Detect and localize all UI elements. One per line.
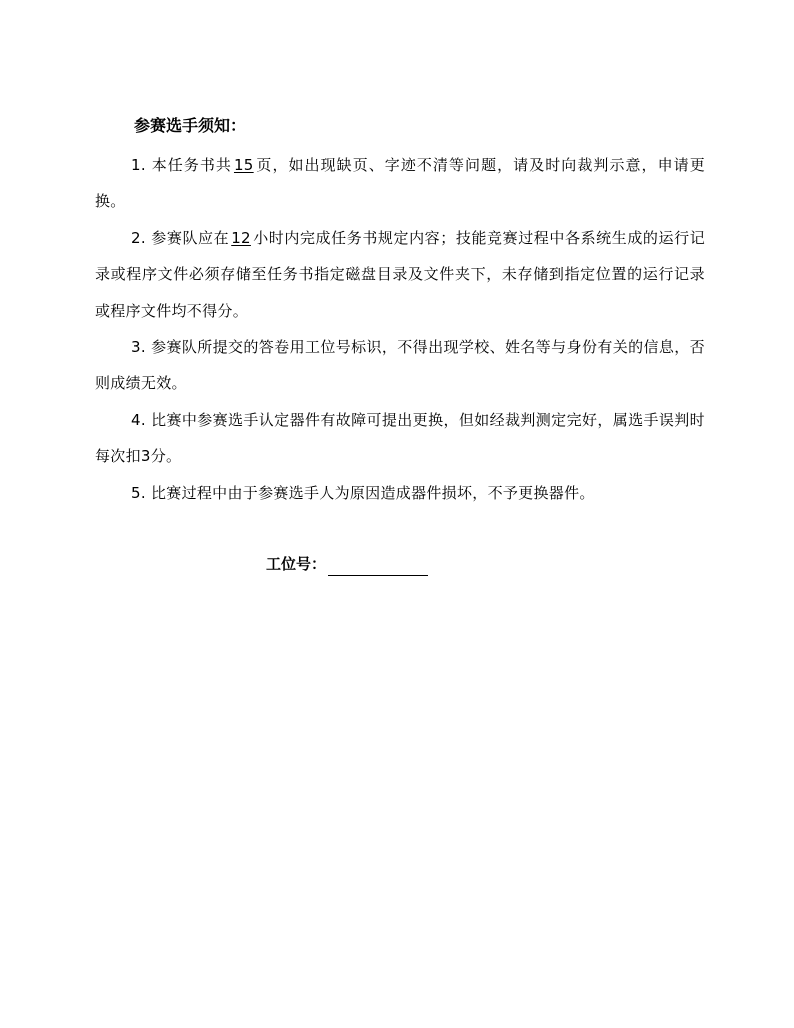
- notice-list: [95, 147, 705, 511]
- notice-item-4: 4. 比赛中参赛选手认定器件有故障可提出更换，但如经裁判测定完好，属选手误判时每次扣3分。: [95, 410, 705, 466]
- hours-value: 12: [231, 228, 251, 247]
- station-number-label: 工位号：: [266, 555, 327, 573]
- notice-item-1-pre: 1. 本任务书共: [131, 156, 232, 174]
- notice-item-3: 3. 参赛队所提交的答卷用工位号标识，不得出现学校、姓名等与身份有关的信息，否则成绩无效。: [95, 338, 705, 393]
- notice-item-5: 5. 比赛过程中由于参赛选手人为原因造成器件损坏，不予更换器件。: [131, 483, 595, 502]
- notice-item-2-pre: 2. 参赛队应在: [131, 228, 230, 247]
- notice-item-1: [95, 147, 705, 220]
- notice-item-2: [95, 220, 705, 329]
- page-count-value: 15: [233, 156, 254, 174]
- notice-item-1-post: 页，如出现缺页、字迹不清等问题，请及时向裁判示意，申请更换。: [95, 156, 705, 211]
- station-number-row: [266, 552, 428, 576]
- station-number-blank: [328, 557, 428, 576]
- notice-heading: 参赛选手须知：: [134, 116, 247, 135]
- notice-item-2-post: 小时内完成任务书规定内容；技能竞赛过程中各系统生成的运行记录或程序文件必须存储至任务书指定磁盘目录及文件夹下，未存储到指定位置的运行记录或程序文件均不得分。: [95, 228, 705, 320]
